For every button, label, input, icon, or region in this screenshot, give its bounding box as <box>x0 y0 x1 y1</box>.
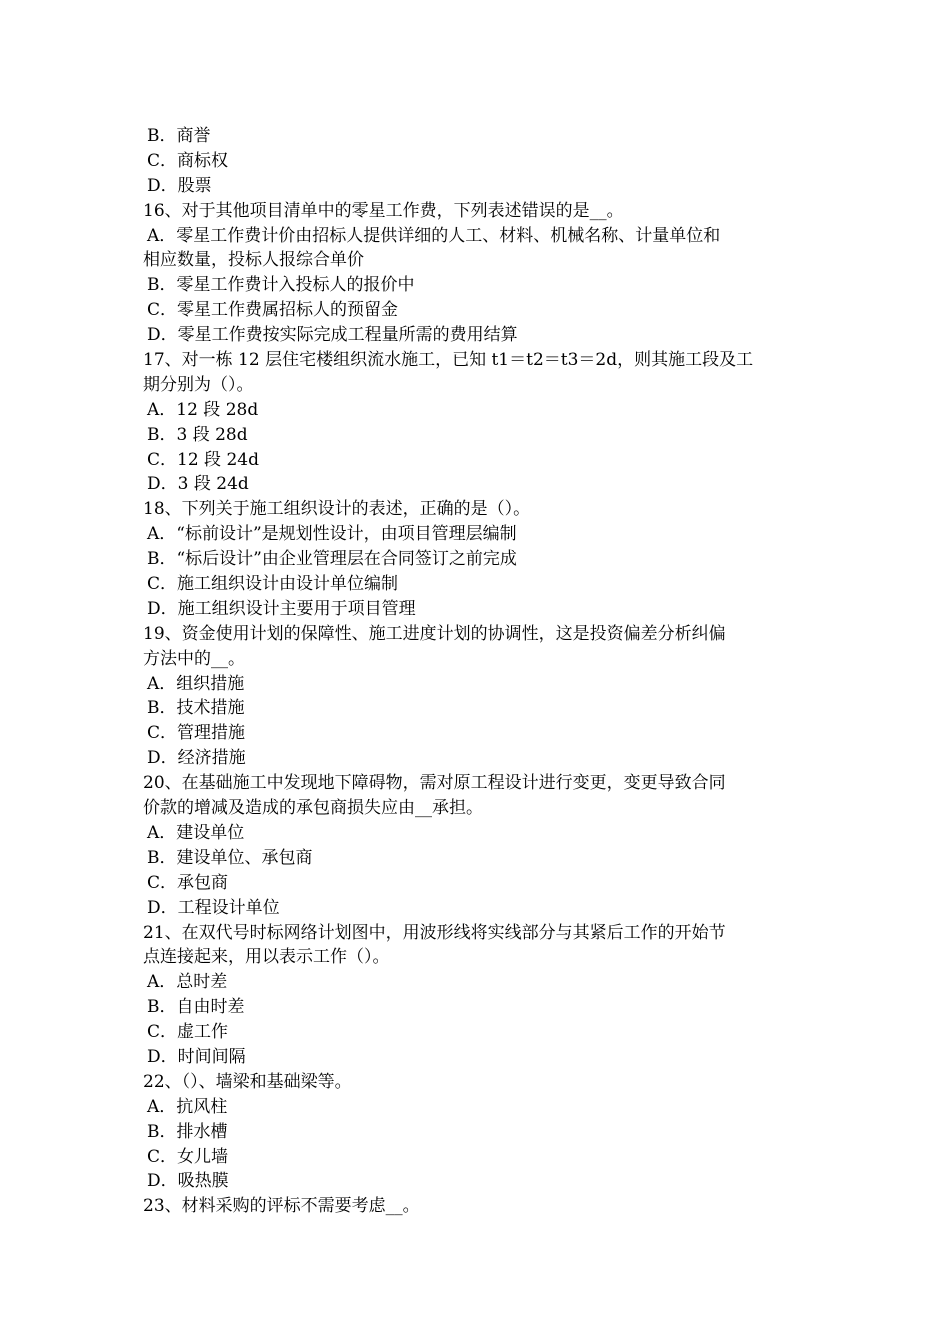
question-text: 22、（）、墙梁和基础梁等。 <box>143 1071 352 1092</box>
answer-option: D．3 段 24d <box>147 474 249 495</box>
answer-option: D．时间间隔 <box>147 1046 246 1067</box>
answer-option: C．承包商 <box>147 872 229 893</box>
question-text: 18、下列关于施工组织设计的表述，正确的是（）。 <box>143 499 531 520</box>
answer-option: D．经济措施 <box>147 748 246 769</box>
answer-option: A．零星工作费计价由招标人提供详细的人工、材料、机械名称、计量单位和 <box>147 225 721 246</box>
question-text: 20、在基础施工中发现地下障碍物，需对原工程设计进行变更，变更导致合同 <box>143 773 726 794</box>
answer-option: B．3 段 28d <box>147 424 248 445</box>
answer-option: D．施工组织设计主要用于项目管理 <box>147 598 416 619</box>
answer-option: D．股票 <box>147 175 212 196</box>
answer-option: C．女儿墙 <box>147 1146 229 1167</box>
answer-option: C．12 段 24d <box>147 449 259 470</box>
question-text: 价款的增减及造成的承包商损失应由__承担。 <box>143 798 483 819</box>
answer-option: C．管理措施 <box>147 723 246 744</box>
answer-option: C．零星工作费属招标人的预留金 <box>147 300 399 321</box>
answer-option: A．抗风柱 <box>147 1096 228 1117</box>
document-page <box>143 124 811 1219</box>
answer-option: B．自由时差 <box>147 997 245 1018</box>
answer-option: C．施工组织设计由设计单位编制 <box>147 574 399 595</box>
answer-option: A．建设单位 <box>147 822 245 843</box>
answer-option: B．商誉 <box>147 126 211 146</box>
answer-option: B．排水槽 <box>147 1121 228 1142</box>
question-text: 点连接起来，用以表示工作（）。 <box>143 947 390 968</box>
answer-option: D．吸热膜 <box>147 1171 229 1192</box>
answer-option: A．总时差 <box>147 972 228 993</box>
question-text: 23、材料采购的评标不需要考虑__。 <box>143 1196 420 1217</box>
answer-option: C．商标权 <box>147 150 229 171</box>
question-text: 19、资金使用计划的保障性、施工进度计划的协调性，这是投资偏差分析纠偏 <box>143 623 726 644</box>
answer-option: A．组织措施 <box>147 673 245 694</box>
answer-option: B．建设单位、承包商 <box>147 847 313 868</box>
question-text: 方法中的__。 <box>143 648 245 669</box>
answer-option: D．零星工作费按实际完成工程量所需的费用结算 <box>147 325 518 346</box>
answer-option: A．“标前设计”是规划性设计，由项目管理层编制 <box>147 524 517 545</box>
answer-option: B．零星工作费计入投标人的报价中 <box>147 275 415 296</box>
question-text: 16、对于其他项目清单中的零星工作费，下列表述错误的是__。 <box>143 200 624 221</box>
answer-option: D．工程设计单位 <box>147 897 280 918</box>
question-text: 21、在双代号时标网络计划图中，用波形线将实线部分与其紧后工作的开始节 <box>143 922 726 943</box>
answer-option: A．12 段 28d <box>147 399 259 420</box>
answer-option: C．虚工作 <box>147 1022 229 1043</box>
question-text: 期分别为（）。 <box>143 374 254 395</box>
question-text: 相应数量，投标人报综合单价 <box>143 250 364 271</box>
answer-option: B．“标后设计”由企业管理层在合同签订之前完成 <box>147 549 517 570</box>
question-text: 17、对一栋 12 层住宅楼组织流水施工，已知 t1＝t2＝t3＝2d，则其施工段及工 <box>143 350 754 371</box>
answer-option: B．技术措施 <box>147 698 245 719</box>
